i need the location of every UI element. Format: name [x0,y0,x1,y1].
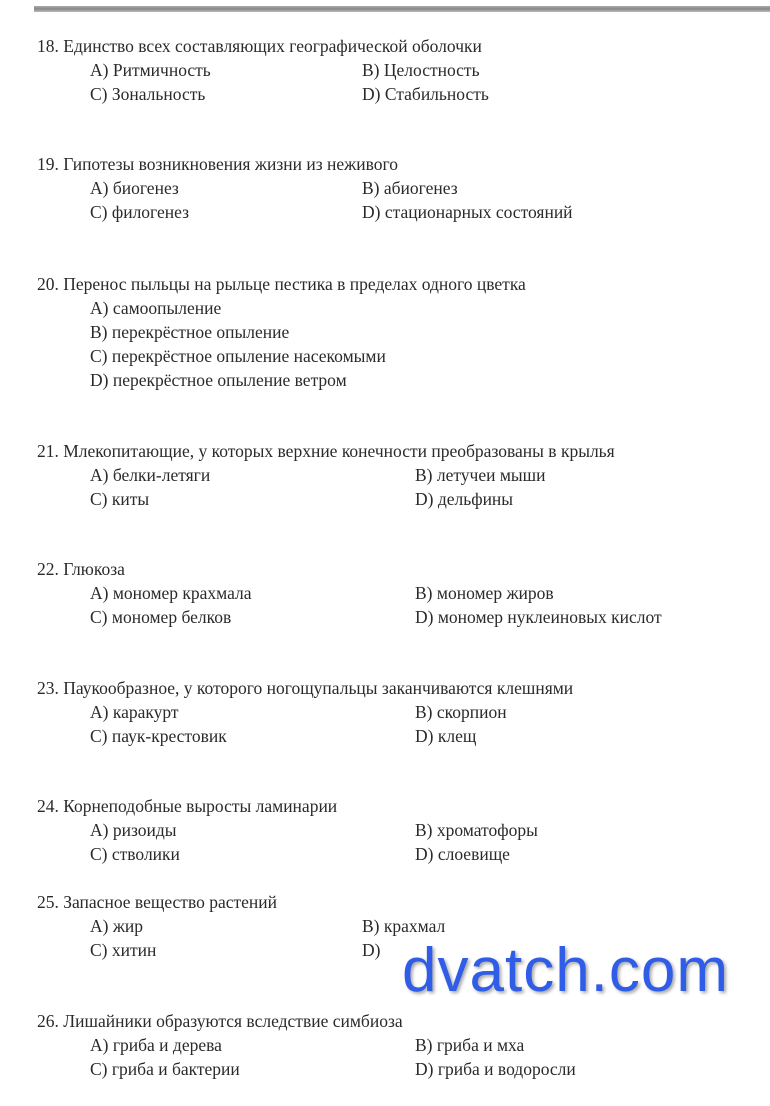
answer-option-c: C) стволики [90,844,180,864]
question-text: 18. Единство всех составляющих географической оболочки [37,36,482,56]
answer-option-b: B) скорпион [415,702,507,722]
answer-option-a: A) биогенез [90,178,179,198]
answer-option-a: A) мономер крахмала [90,583,252,603]
question-24 [37,794,538,864]
answer-option-c: C) киты [90,489,150,509]
question-text: 22. Глюкоза [37,559,125,579]
answer-option-a: A) белки-летяги [90,465,211,485]
question-21 [37,439,615,509]
question-text: 26. Лишайники образуются вследствие симбиоза [37,1011,403,1031]
question-20 [37,272,526,390]
answer-option-b: B) Целостность [362,60,480,80]
question-text: 24. Корнеподобные выросты ламинарии [37,796,338,816]
answer-option-c: C) филогенез [90,202,190,222]
answer-option-c: C) паук-крестовик [90,726,227,746]
question-23 [37,676,574,746]
answer-option-a: A) ризоиды [90,820,177,840]
answer-option-d: D) дельфины [415,489,514,509]
question-26 [37,1009,576,1079]
question-22 [37,557,662,627]
question-18 [37,34,489,104]
question-19 [37,152,573,222]
answer-option-d: D) Стабильность [362,84,489,104]
answer-option-c: C) гриба и бактерии [90,1059,240,1079]
answer-option-b: B) абиогенез [362,178,458,198]
answer-option-b: B) хроматофоры [415,820,538,840]
answer-option-a: A) Ритмичность [90,60,211,80]
question-text: 19. Гипотезы возникновения жизни из неживого [37,154,398,174]
answer-option-c: C) перекрёстное опыление насекомыми [90,346,386,366]
answer-option-b: B) гриба и мха [415,1035,525,1055]
answer-option-c: C) Зональность [90,84,206,104]
answer-option-a: A) гриба и дерева [90,1035,222,1055]
answer-option-a: A) каракурт [90,702,179,722]
answer-option-d: D) слоевище [415,844,510,864]
answer-option-b: B) перекрёстное опыление [90,322,290,342]
answer-option-c: C) хитин [90,940,157,960]
answer-option-a: A) жир [90,916,144,936]
answer-option-d: D) перекрёстное опыление ветром [90,370,347,390]
answer-option-d: D) клещ [415,726,477,746]
answer-option-d: D) [362,940,381,960]
question-25 [37,890,446,960]
watermark: dvatch.com [402,936,730,1005]
answer-option-b: B) летучеи мыши [415,465,546,485]
question-text: 20. Перенос пыльцы на рыльце пестика в пределах одного цветка [37,274,526,294]
answer-option-d: D) стационарных состояний [362,202,573,222]
answer-option-d: D) мономер нуклеиновых кислот [415,607,662,627]
answer-option-b: B) крахмал [362,916,446,936]
question-text: 25. Запасное вещество растений [37,892,278,912]
answer-option-b: B) мономер жиров [415,583,554,603]
answer-option-a: A) самоопыление [90,298,222,318]
answer-option-c: C) мономер белков [90,607,232,627]
page-top-rule [34,6,770,12]
answer-option-d: D) гриба и водоросли [415,1059,576,1079]
question-text: 21. Млекопитающие, у которых верхние конечности преобразованы в крылья [37,441,615,461]
question-text: 23. Паукообразное, у которого ногощупальцы заканчиваются клешнями [37,678,574,698]
